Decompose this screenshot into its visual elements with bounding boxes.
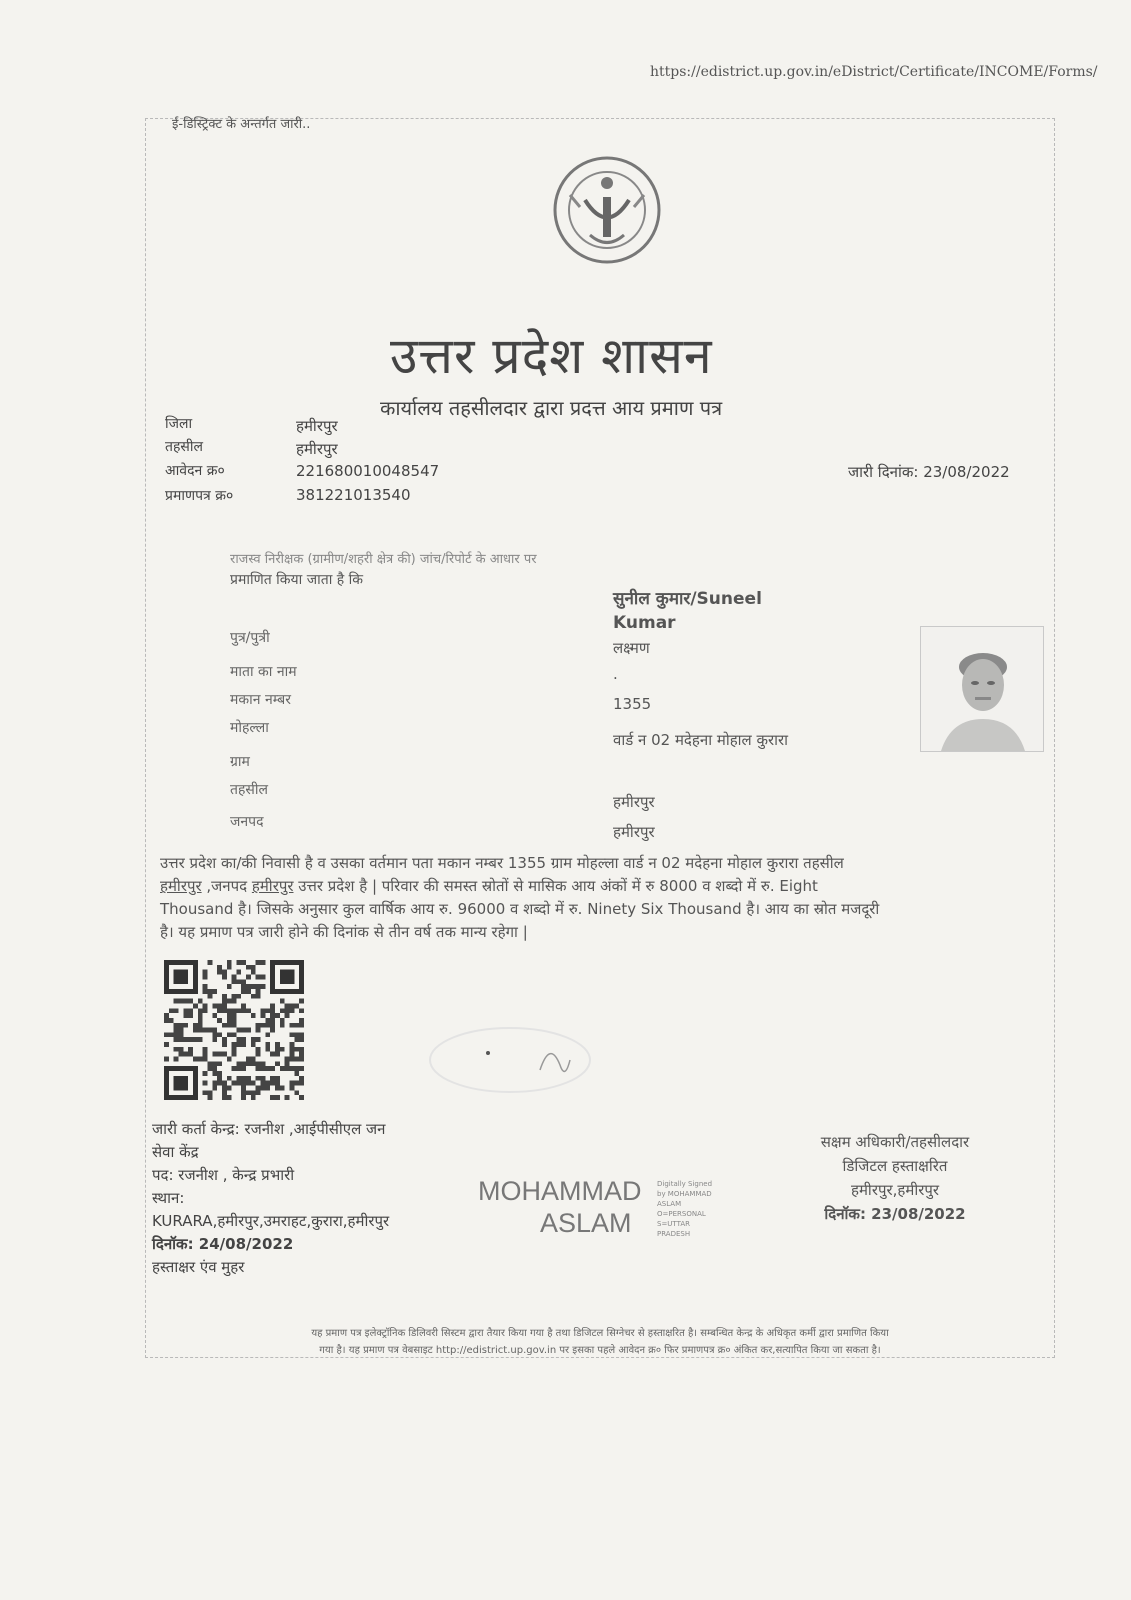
field-label-mother: माता का नाम bbox=[230, 664, 297, 680]
browser-url: https://edistrict.up.gov.in/eDistrict/Certificate/INCOME/Forms/ bbox=[650, 64, 1098, 80]
page-title: उत्तर प्रदेश शासन bbox=[390, 327, 713, 385]
field-label-tehsil: तहसील bbox=[230, 782, 268, 798]
faint-seal-watermark bbox=[420, 1020, 600, 1107]
officer-title: सक्षम अधिकारी/तहसीलदार bbox=[820, 1133, 970, 1151]
officer-date: दिनॉक: 23/08/2022 bbox=[824, 1205, 966, 1223]
field-value-tehsil: हमीरपुर bbox=[613, 793, 655, 811]
issue-date: जारी दिनांक: 23/08/2022 bbox=[848, 463, 1010, 481]
meta-value-certificate-no: 381221013540 bbox=[296, 486, 411, 504]
meta-label-district: जिला bbox=[165, 416, 193, 432]
body-line-2 bbox=[160, 875, 1050, 898]
intro-line-1: राजस्व निरीक्षक (ग्रामीण/शहरी क्षेत्र की) जांच/रिपोर्ट के आधार पर bbox=[230, 552, 537, 567]
applicant-name bbox=[613, 587, 762, 635]
up-government-emblem-icon bbox=[540, 155, 674, 265]
signature-detail: PRADESH bbox=[657, 1230, 691, 1238]
issuer-post: पद: रजनीश , केन्द्र प्रभारी bbox=[152, 1166, 295, 1184]
meta-label-certificate-no: प्रमाणपत्र क्र० bbox=[165, 488, 234, 504]
field-label-house-no: मकान नम्बर bbox=[230, 692, 292, 708]
officer-location: हमीरपुर,हमीरपुर bbox=[851, 1181, 939, 1199]
body-line-2-rest: उत्तर प्रदेश है | परिवार की समस्त स्रोतों से मासिक आय अंकों में रु 8000 व शब्दो में रु. Eight bbox=[293, 877, 818, 895]
field-label-father: पुत्र/पुत्री bbox=[230, 630, 270, 646]
body-line-3: Thousand है। जिसके अनुसार कुल वार्षिक आय रु. 96000 व शब्दो में रु. Ninety Six Thousand है। आय का स्रोत मजदूरी bbox=[160, 900, 880, 918]
signer-name-line-2: ASLAM bbox=[540, 1208, 632, 1238]
field-value-mother: . bbox=[613, 665, 618, 683]
field-label-district: जनपद bbox=[230, 814, 264, 830]
footer-line-2: गया है। यह प्रमाण पत्र वेबसाइट http://edistrict.up.gov.in पर इसका पहले आवेदन क्र० फिर प्रमाणपत्र क्र० अंकित कर,सत्यापित किया जा सकता है। bbox=[319, 1345, 881, 1356]
meta-value-tehsil: हमीरपुर bbox=[296, 440, 338, 458]
meta-value-district: हमीरपुर bbox=[296, 417, 338, 435]
signature-detail: by MOHAMMAD bbox=[657, 1190, 712, 1198]
intro-line-2: प्रमाणित किया जाता है कि bbox=[230, 572, 364, 588]
signature-details bbox=[657, 1179, 747, 1239]
officer-digital-signed: डिजिटल हस्ताक्षरित bbox=[842, 1157, 948, 1175]
digital-signature bbox=[478, 1175, 642, 1239]
signature-detail: ASLAM bbox=[657, 1200, 682, 1208]
field-value-house-no: 1355 bbox=[613, 695, 652, 713]
issuer-date: दिनॉक: 24/08/2022 bbox=[152, 1235, 294, 1253]
body-line-4: है। यह प्रमाण पत्र जारी होने की दिनांक से तीन वर्ष तक मान्य रहेगा | bbox=[160, 923, 528, 941]
field-label-village: ग्राम bbox=[230, 754, 250, 770]
body-tehsil: हमीरपुर bbox=[160, 877, 202, 895]
field-label-locality: मोहल्ला bbox=[230, 720, 269, 736]
field-value-locality: वार्ड न 02 मदेहना मोहाल कुरारा bbox=[613, 731, 789, 749]
applicant-name-line-2: Kumar bbox=[613, 613, 676, 633]
issuer-center: जारी कर्ता केन्द्र: रजनीश ,आईपीसीएल जन bbox=[152, 1120, 386, 1138]
meta-value-application-no: 221680010048547 bbox=[296, 462, 440, 480]
applicant-photo bbox=[920, 626, 1044, 752]
qr-code bbox=[164, 960, 304, 1100]
signature-detail: Digitally Signed bbox=[657, 1180, 713, 1188]
footer-line-1: यह प्रमाण पत्र इलेक्ट्रॉनिक डिलिवरी सिस्टम द्वारा तैयार किया गया है तथा डिजिटल सिग्नेचर से हस्ताक्षरित है। सम्बन्धित केन्द्र के अधिकृत कर्मी द्वारा प्रमाणित किया bbox=[311, 1328, 889, 1339]
issuer-sign-label: हस्ताक्षर एंव मुहर bbox=[152, 1258, 245, 1276]
field-value-district: हमीरपुर bbox=[613, 823, 655, 841]
certificate-subtitle: कार्यालय तहसीलदार द्वारा प्रदत्त आय प्रमाण पत्र bbox=[380, 396, 723, 420]
body-district: हमीरपुर bbox=[251, 877, 294, 895]
body-line-1: उत्तर प्रदेश का/की निवासी है व उसका वर्तमान पता मकान नम्बर 1355 ग्राम मोहल्ला वार्ड न 02 मदेहना मोहाल कुरारा तहसील bbox=[160, 854, 844, 872]
issuer-place: KURARA,हमीरपुर,उमराहट,कुरारा,हमीरपुर bbox=[152, 1212, 390, 1230]
issuer-block bbox=[152, 1118, 482, 1279]
verification-footer bbox=[160, 1325, 1040, 1359]
signer-name bbox=[478, 1175, 642, 1239]
signature-detail: S=UTTAR bbox=[657, 1220, 690, 1228]
signer-name-line-1: MOHAMMAD bbox=[478, 1176, 642, 1206]
meta-label-tehsil: तहसील bbox=[165, 439, 203, 455]
applicant-name-line-1: सुनील कुमार/Suneel bbox=[613, 589, 762, 609]
body-sep: ,जनपद bbox=[201, 877, 252, 895]
officer-block bbox=[780, 1130, 1010, 1226]
issued-under-note: ई-डिस्ट्रिक्ट के अन्तर्गत जारी.. bbox=[172, 117, 311, 132]
certificate-body bbox=[160, 852, 1050, 944]
meta-label-application-no: आवेदन क्र० bbox=[165, 463, 225, 479]
field-value-father: लक्ष्मण bbox=[613, 639, 650, 657]
signature-detail: O=PERSONAL bbox=[657, 1210, 706, 1218]
issuer-center-cont: सेवा केंद्र bbox=[152, 1143, 199, 1161]
issuer-place-label: स्थान: bbox=[152, 1189, 185, 1207]
